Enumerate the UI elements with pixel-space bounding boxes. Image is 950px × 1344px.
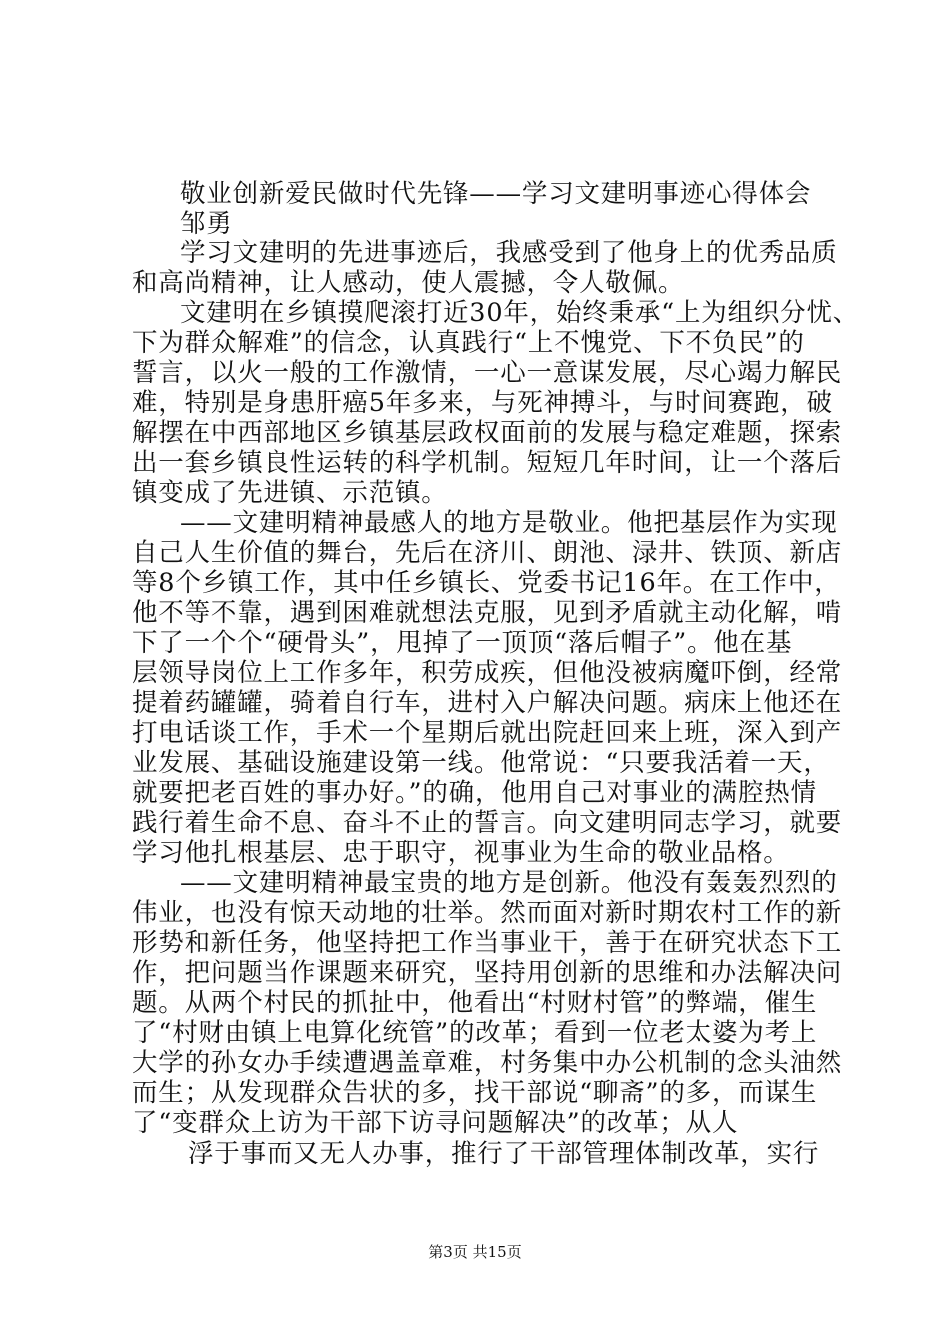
paragraph-line: 浮于事而又无人办事，推行了干部管理体制改革，实行 xyxy=(188,1139,820,1169)
paragraph-line: 就要把老百姓的事办好。”的确，他用自己对事业的满腔热情 xyxy=(132,778,817,808)
paragraph-line: 难，特别是身患肝癌5年多来，与死神搏斗，与时间赛跑，破 xyxy=(132,388,833,418)
page-number-footer: 第3页 共15页 xyxy=(428,1243,522,1261)
paragraph-line: 学习他扎根基层、忠于职守，视事业为生命的敬业品格。 xyxy=(132,838,790,868)
paragraph-line: 而生；从发现群众告状的多，找干部说“聊斋”的多，而谋生 xyxy=(132,1078,818,1108)
paragraph-line: 学习文建明的先进事迹后，我感受到了他身上的优秀品质 xyxy=(180,238,838,268)
paragraph-line: 提着药罐罐，骑着自行车，进村入户解决问题。病床上他还在 xyxy=(132,688,843,718)
paragraph-line: ——文建明精神最感人的地方是敬业。他把基层作为实现 xyxy=(180,508,838,538)
paragraph-line: 出一套乡镇良性运转的科学机制。短短几年时间，让一个落后 xyxy=(132,448,843,478)
paragraph-line: 了“变群众上访为干部下访寻问题解决”的改革；从人 xyxy=(132,1108,739,1138)
paragraph-line: 和高尚精神，让人感动，使人震撼，令人敬佩。 xyxy=(132,268,685,298)
paragraph-line: 文建明在乡镇摸爬滚打近30年，始终秉承“上为组织分忧、 xyxy=(180,298,860,328)
paragraph-line: 层领导岗位上工作多年，积劳成疾，但他没被病魔吓倒，经常 xyxy=(132,658,843,688)
document-title: 敬业创新爱民做时代先锋——学习文建明事迹心得体会 xyxy=(180,179,812,209)
paragraph-line: ——文建明精神最宝贵的地方是创新。他没有轰轰烈烈的 xyxy=(180,868,838,898)
paragraph-line: 业发展、基础设施建设第一线。他常说：“只要我活着一天， xyxy=(132,748,830,778)
paragraph-line: 打电话谈工作，手术一个星期后就出院赶回来上班，深入到产 xyxy=(132,718,843,748)
document-author: 邹勇 xyxy=(180,209,233,239)
paragraph-line: 作，把问题当作课题来研究，坚持用创新的思维和办法解决问 xyxy=(132,958,843,988)
paragraph-line: 解摆在中西部地区乡镇基层政权面前的发展与稳定难题，探索 xyxy=(132,418,843,448)
paragraph-line: 誓言，以火一般的工作激情，一心一意谋发展，尽心竭力解民 xyxy=(132,358,843,388)
paragraph-line: 形势和新任务，他坚持把工作当事业干，善于在研究状态下工 xyxy=(132,928,843,958)
paragraph-line: 下了一个个“硬骨头”，甩掉了一顶顶“落后帽子”。他在基 xyxy=(132,628,793,658)
paragraph-line: 题。从两个村民的抓扯中，他看出“村财村管”的弊端，催生 xyxy=(132,988,818,1018)
paragraph-line: 下为群众解难”的信念，认真践行“上不愧党、下不负民”的 xyxy=(132,328,805,358)
paragraph-line: 践行着生命不息、奋斗不止的誓言。向文建明同志学习，就要 xyxy=(132,808,843,838)
paragraph-line: 自己人生价值的舞台，先后在济川、朗池、渌井、铁顶、新店 xyxy=(132,538,843,568)
paragraph-line: 伟业，也没有惊天动地的壮举。然而面对新时期农村工作的新 xyxy=(132,898,843,928)
paragraph-line: 等8个乡镇工作，其中任乡镇长、党委书记16年。在工作中， xyxy=(132,568,841,598)
paragraph-line: 他不等不靠，遇到困难就想法克服，见到矛盾就主动化解，啃 xyxy=(132,598,843,628)
paragraph-line: 大学的孙女办手续遭遇盖章难，村务集中办公机制的念头油然 xyxy=(132,1048,843,1078)
paragraph-line: 了“村财由镇上电算化统管”的改革；看到一位老太婆为考上 xyxy=(132,1018,818,1048)
paragraph-line: 镇变成了先进镇、示范镇。 xyxy=(132,478,448,508)
